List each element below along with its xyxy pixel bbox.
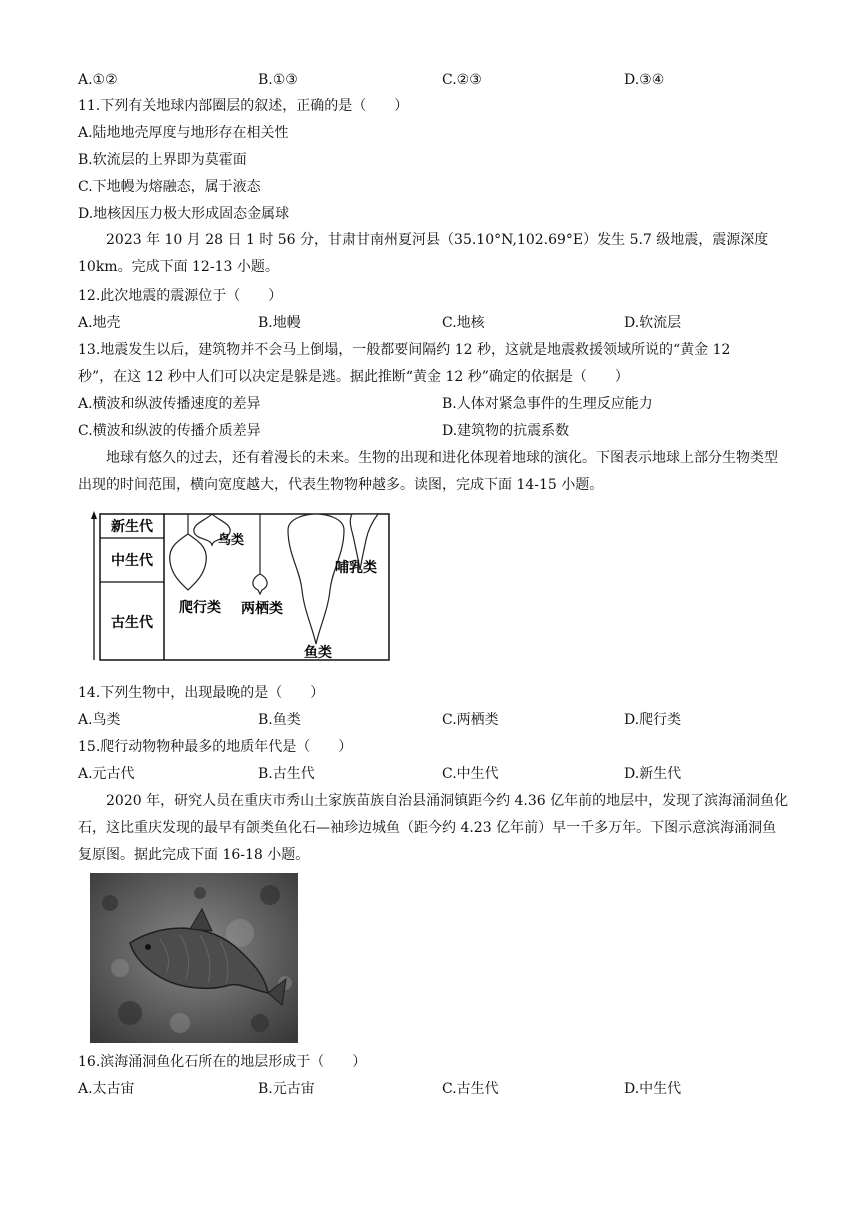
q14-option-a: A.鸟类 <box>78 712 121 728</box>
label-amphibians: 两栖类 <box>241 601 283 617</box>
passage-fossil-fish: 2020 年，研究人员在重庆市秀山土家族苗族自治县涌洞镇距今约 4.36 亿年前的地层中，发现了滨海涌洞鱼化石，这比重庆发现的最早有颌类鱼化石—袖珍边城鱼（距今约 4.23 亿年前）早一千多万年。下图示意滨海涌洞鱼复原图。据此完成下面 16-18 小题。 <box>78 793 789 863</box>
q16-option-c: C.古生代 <box>442 1081 499 1097</box>
q12-stem: 12.此次地震的震源位于（ ） <box>78 288 283 304</box>
q14-option-d: D.爬行类 <box>624 712 682 728</box>
q11-option-b: B.软流层的上界即为莫霍面 <box>78 152 247 168</box>
evolution-diagram <box>90 510 392 662</box>
q13-option-d: D.建筑物的抗震系数 <box>442 423 570 439</box>
q14-option-c: C.两栖类 <box>442 712 499 728</box>
passage-evolution: 地球有悠久的过去，还有着漫长的未来。生物的出现和进化体现着地球的演化。下图表示地球上部分生物类型出现的时间范围，横向宽度越大，代表生物物种越多。读图，完成下面 14-15 小题。 <box>78 450 778 493</box>
label-fish: 鱼类 <box>304 645 332 661</box>
q15-option-d: D.新生代 <box>624 766 682 782</box>
fish-spindle <box>288 514 344 644</box>
q13-option-a: A.横波和纵波传播速度的差异 <box>78 396 261 412</box>
q12-option-b: B.地幔 <box>258 315 301 331</box>
q15-option-b: B.古生代 <box>258 766 315 782</box>
q11-option-a: A.陆地地壳厚度与地形存在相关性 <box>78 125 289 141</box>
q10-option-d: D.③④ <box>624 72 665 88</box>
q14-option-b: B.鱼类 <box>258 712 301 728</box>
q15-option-c: C.中生代 <box>442 766 499 782</box>
q14-stem: 14.下列生物中，出现最晚的是（ ） <box>78 685 325 701</box>
passage-earthquake: 2023 年 10 月 28 日 1 时 56 分，甘肃甘南州夏河县（35.10°N,102.69°E）发生 5.7 级地震，震源深度 10km。完成下面 12-13 小题。 <box>78 232 769 275</box>
q16-option-d: D.中生代 <box>624 1081 682 1097</box>
label-birds: 鸟类 <box>217 533 245 548</box>
q13-stem-line2: 秒”，在这 12 秒中人们可以决定是躲是逃。据此推断“黄金 12 秒”确定的依据是（ ） <box>78 369 629 385</box>
q11-option-d: D.地核因压力极大形成固态金属球 <box>78 206 290 222</box>
q16-option-b: B.元古宙 <box>258 1081 315 1097</box>
q16-option-a: A.太古宙 <box>78 1081 135 1097</box>
q12-option-d: D.软流层 <box>624 315 682 331</box>
label-mammals: 哺乳类 <box>335 560 377 576</box>
q12-option-c: C.地核 <box>442 315 485 331</box>
q15-stem: 15.爬行动物物种最多的地质年代是（ ） <box>78 739 353 755</box>
era-cenozoic: 新生代 <box>111 519 153 535</box>
q16-stem: 16.滨海涌洞鱼化石所在的地层形成于（ ） <box>78 1054 367 1070</box>
era-paleozoic: 古生代 <box>111 615 153 631</box>
q15-option-a: A.元古代 <box>78 766 135 782</box>
q10-option-c: C.②③ <box>442 72 482 88</box>
q11-option-c: C.下地幔为熔融态，属于液态 <box>78 179 261 195</box>
amphibian-spindle <box>253 514 267 594</box>
q13-option-c: C.横波和纵波的传播介质差异 <box>78 423 261 439</box>
q12-option-a: A.地壳 <box>78 315 121 331</box>
era-mesozoic: 中生代 <box>111 553 153 569</box>
q13-stem-line1: 13.地震发生以后，建筑物并不会马上倒塌，一般都要间隔约 12 秒，这就是地震救援领域所说的“黄金 12 <box>78 342 731 358</box>
label-reptiles: 爬行类 <box>179 600 221 616</box>
q10-option-a: A.①② <box>78 72 118 88</box>
q13-option-b: B.人体对紧急事件的生理反应能力 <box>442 396 653 412</box>
q10-option-b: B.①③ <box>258 72 298 88</box>
fossil-fish-image <box>90 873 298 1043</box>
q11-stem: 11.下列有关地球内部圈层的叙述，正确的是（ ） <box>78 98 409 114</box>
